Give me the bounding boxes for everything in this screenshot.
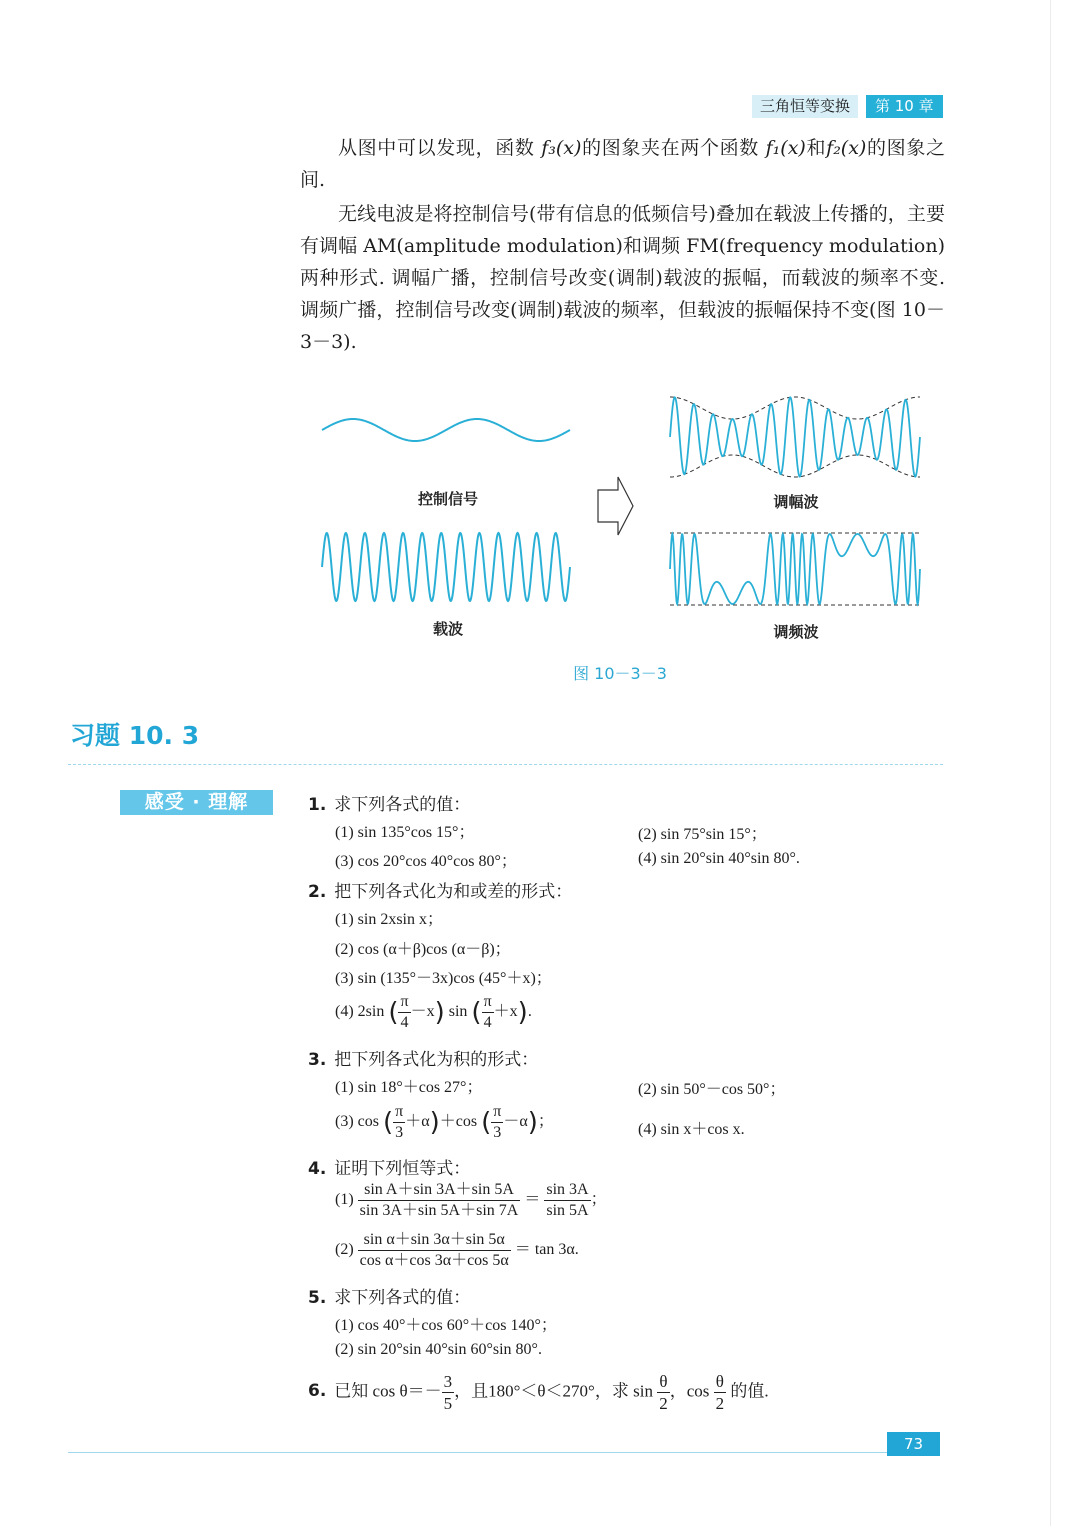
p1-text-a: 从图中可以发现，函数 (338, 137, 542, 159)
question-4: 4. 证明下列恒等式： (308, 1159, 471, 1179)
label-control-signal: 控制信号 (417, 490, 478, 508)
f3-expr: f₃(x) (541, 137, 582, 159)
q2-sub-3: (3) sin (135°－3x)cos (45°＋x)； (335, 970, 552, 987)
label-carrier: 载波 (432, 620, 463, 638)
q1-sub-4: (4) sin 20°sin 40°sin 80°. (638, 850, 800, 867)
q4-sub-1: (1) $\frac{\text{sin A＋sin 3A＋sin 5A}}{\sin 3A+\sin 5A+\sin 7A}$ ＝ $\frac{\sin 3A}{\sin 5A}$ ； (335, 1181, 607, 1219)
am-wave (670, 397, 920, 477)
label-am-wave: 调幅波 (773, 493, 819, 511)
q5-sub-1: (1) cos 40°＋cos 60°＋cos 140°； (335, 1317, 557, 1334)
q3-sub-4: (4) sin x＋cos x. (638, 1121, 745, 1138)
fm-wave (670, 533, 920, 605)
control-signal-wave (322, 419, 570, 441)
figure-caption: 图 10－3－3 (573, 664, 667, 683)
question-3: 3. 把下列各式化为积的形式： (308, 1050, 539, 1070)
header-chapter-title: 三角恒等变换 (752, 95, 858, 118)
footer-rule (68, 1452, 940, 1453)
p1-text-d: 的图象之间. (300, 137, 945, 191)
label-fm-wave: 调频波 (773, 623, 819, 641)
question-5: 5. 求下列各式的值： (308, 1288, 471, 1308)
q2-sub-2: (2) cos (α＋β)cos (α－β)； (335, 941, 511, 958)
f1-expr: f₁(x) (765, 137, 806, 159)
question-6: 6. 已知 cos θ＝－ $\frac{3}{5}$ ，且180°＜θ＜270°，求 sin $\frac{\theta}{2}$ ，cos $\frac{\theta}{2}$ 的值. (308, 1372, 769, 1413)
question-2: 2. 把下列各式化为和或差的形式： (308, 882, 573, 902)
intro-paragraph-1 (300, 132, 945, 196)
q3-sub-3: (3) cos ( $\frac{\pi}{3}$ ＋α)＋cos ( $\frac{\pi}{3}$ －α)； (335, 1103, 554, 1141)
q1-sub-3: (3) cos 20°cos 40°cos 80°； (335, 853, 517, 870)
section-badge: 感受 · 理解 (120, 790, 273, 815)
q3-sub-1: (1) sin 18°＋cos 27°； (335, 1079, 483, 1096)
intro-paragraph-2 (300, 198, 945, 358)
f2-expr: f₂(x) (826, 137, 867, 159)
carrier-wave (322, 533, 570, 601)
page-edge-line (1050, 0, 1051, 1526)
exercise-title: 习题 10. 3 (70, 721, 200, 750)
q4-sub-2: (2) $\frac{\text{sin α＋sin 3α＋sin 5α}}{\text{cos α＋cos 3α＋cos 5α}}$ ＝ tan 3α. (335, 1231, 579, 1269)
q5-sub-2: (2) sin 20°sin 40°sin 60°sin 80°. (335, 1341, 542, 1358)
q2-sub-1: (1) sin 2xsin x； (335, 911, 444, 928)
p2-text: 无线电波是将控制信号(带有信息的低频信号)叠加在载波上传播的，主要有调幅 AM(amplitude modulation)和调频 FM(frequency modulation)两种形式. 调幅广播，控制信号改变(调制)载波的振幅，而载波的频率不变. 调频广播，控制信号改变(调制)载波的频率，但载波的振幅保持不变(图 10－3－3). (300, 203, 945, 353)
exercise-divider (68, 764, 943, 765)
p1-text-b: 的图象夹在两个函数 (581, 137, 766, 159)
q1-sub-2: (2) sin 75°sin 15°； (638, 826, 767, 843)
page-number: 73 (887, 1432, 940, 1456)
question-1: 1. 求下列各式的值： (308, 795, 471, 815)
q3-sub-2: (2) sin 50°－cos 50°； (638, 1081, 786, 1098)
q1-sub-1: (1) sin 135°cos 15°； (335, 824, 475, 841)
q2-sub-4: (4) 2sin ( $\frac{\pi}{4}$ －x) sin ( $\frac{\pi}{4}$ ＋x). (335, 993, 532, 1031)
header-chapter-number: 第 10 章 (866, 95, 943, 118)
p1-text-c: 和 (805, 137, 827, 159)
right-arrow-icon (598, 477, 633, 535)
